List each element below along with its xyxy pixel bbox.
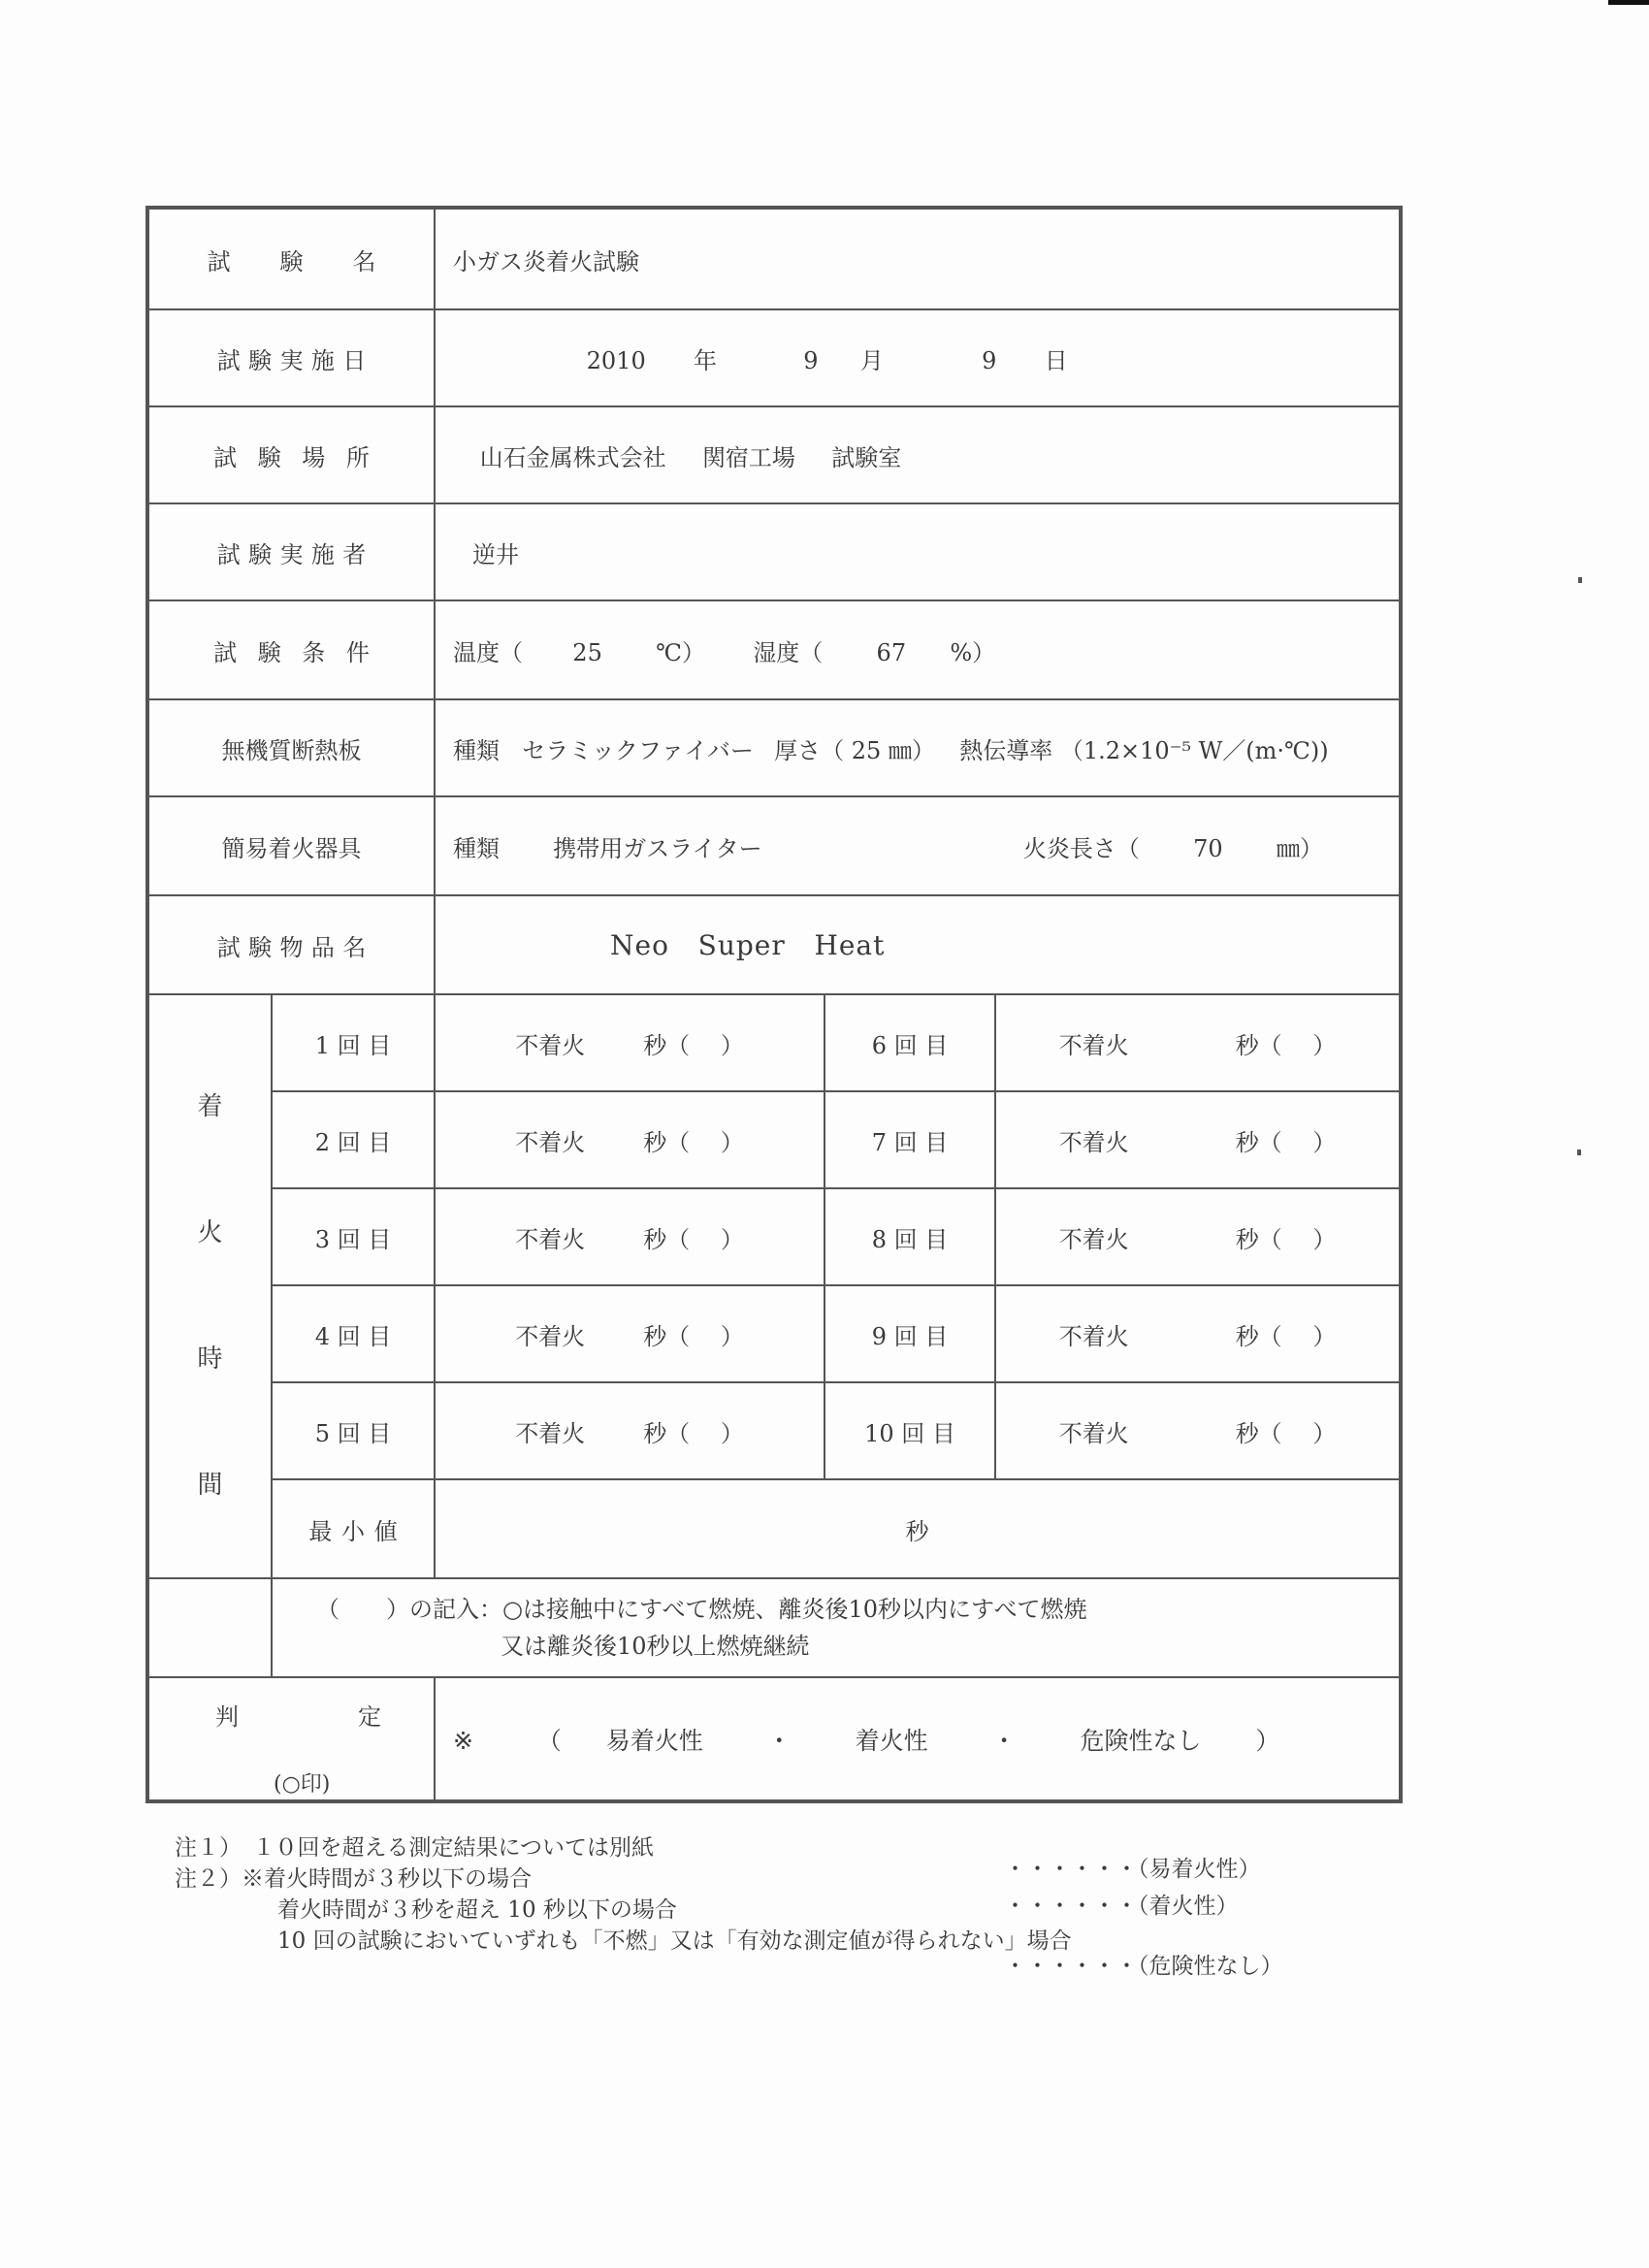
judgement-mark: ※: [453, 1726, 473, 1755]
footnotes: [175, 1831, 1300, 1987]
test-date-month: 9: [803, 346, 819, 374]
note-2-result: ・・・・・・（易着火性）: [1004, 1857, 1261, 1882]
conditions-label: 試験条件: [147, 600, 435, 699]
round-row-2: [147, 1091, 1401, 1188]
form-table: [146, 206, 1403, 1803]
round-label-3: 3 回 目: [272, 1188, 435, 1285]
row-test-name: [147, 208, 1401, 309]
judgement-close: ）: [1255, 1726, 1280, 1755]
igniter-label: 簡易着火器具: [147, 796, 435, 895]
note-5-result: ・・・・・・（危険性なし）: [1004, 1954, 1283, 1979]
test-date-day-unit: 日: [1044, 346, 1068, 374]
insulation-label: 無機質断熱板: [147, 699, 435, 796]
scan-mark: [1608, 0, 1649, 5]
test-place-room: 試験室: [831, 443, 902, 471]
product-label: 試験物品名: [147, 895, 435, 994]
min-value: 秒: [435, 1479, 1401, 1578]
ignition-char-2: 火: [197, 1218, 223, 1247]
round-label-6: 6 回 目: [824, 994, 995, 1091]
ignition-char-3: 時: [197, 1345, 223, 1374]
test-date-year-unit: 年: [694, 346, 718, 374]
test-place-label: 試験場所: [147, 406, 435, 503]
judgement-opt-no-danger: 危険性なし: [1080, 1726, 1202, 1755]
row-product: [147, 895, 1401, 994]
test-place-value: [435, 406, 1401, 503]
test-date-value: [435, 309, 1401, 406]
tester-value: [435, 503, 1401, 600]
ignition-char-4: 間: [197, 1471, 223, 1500]
legend-spacer: [147, 1578, 272, 1677]
note-2: 注２）※着火時間が３秒以下の場合 ・・・・・・（易着火性）: [175, 1863, 1300, 1894]
insulation-conductivity-value: （1.2×10⁻⁵ W／(m·℃)): [1059, 736, 1329, 764]
humidity-label: 湿度（: [753, 638, 824, 666]
insulation-value: [435, 699, 1401, 796]
round-result-1: 不着火 秒（ ）: [435, 994, 824, 1091]
humidity-value: 67: [876, 638, 907, 666]
min-label: 最小値: [272, 1479, 435, 1578]
igniter-flame-value: 70: [1193, 834, 1223, 862]
judgement-opt-ignition: 着火性: [855, 1726, 928, 1755]
round-row-3: [147, 1188, 1401, 1285]
round-label-10: 10 回 目: [824, 1382, 995, 1479]
legend-line-1: （ ）の記入：○は接触中にすべて燃焼、離炎後10秒以内にすべて燃焼: [316, 1596, 1087, 1623]
round-row-4: [147, 1285, 1401, 1382]
insulation-thickness-label: 厚さ（: [774, 736, 845, 764]
insulation-thickness-unit: ㎜）: [888, 736, 935, 764]
note-3: 着火時間が３秒を超え 10 秒以下の場合 ・・・・・・（着火性）: [175, 1894, 1300, 1925]
round-label-1: 1 回 目: [272, 994, 435, 1091]
round-label-9: 9 回 目: [824, 1285, 995, 1382]
test-date-day: 9: [982, 346, 997, 374]
product-value-cell: [435, 895, 1401, 994]
scan-speck: [1577, 1150, 1581, 1155]
igniter-flame-label: 火炎長さ（: [1022, 834, 1140, 862]
igniter-value: [435, 796, 1401, 895]
round-label-8: 8 回 目: [824, 1188, 995, 1285]
row-test-date: [147, 309, 1401, 406]
round-label-7: 7 回 目: [824, 1091, 995, 1188]
note-5: [175, 1956, 1300, 1987]
igniter-type-label: 種類: [453, 834, 501, 862]
insulation-type-value: セラミックファイバー: [522, 736, 754, 764]
tester-name: 逆井: [472, 540, 520, 568]
row-conditions: [147, 600, 1401, 699]
temp-unit: ℃）: [656, 638, 705, 666]
test-place-company: 山石金属株式会社: [479, 443, 666, 471]
round-result-2: 不着火 秒（ ）: [435, 1091, 824, 1188]
round-label-5: 5 回 目: [272, 1382, 435, 1479]
round-result-8: 不着火 秒（ ）: [995, 1188, 1401, 1285]
round-result-5: 不着火 秒（ ）: [435, 1382, 824, 1479]
round-row-5: [147, 1382, 1401, 1479]
row-judgement: [147, 1677, 1401, 1801]
judgement-sep-1: ・: [766, 1726, 792, 1755]
judgement-label-3: (○印): [274, 1772, 331, 1797]
round-result-10: 不着火 秒（ ）: [995, 1382, 1401, 1479]
judgement-opt-easy-ignition: 易着火性: [605, 1726, 703, 1755]
judgement-options: [435, 1677, 1401, 1801]
row-min-value: [147, 1479, 1401, 1578]
round-result-3: 不着火 秒（ ）: [435, 1188, 824, 1285]
igniter-type-value: 携帯用ガスライター: [553, 834, 762, 862]
judgement-label-2: 定: [358, 1703, 381, 1731]
test-name-value: 小ガス炎着火試験: [435, 208, 1401, 309]
humidity-unit: %）: [950, 638, 996, 666]
test-place-factory: 関宿工場: [701, 443, 795, 471]
product-name: Neo Super Heat: [610, 928, 886, 961]
insulation-type-label: 種類: [453, 736, 501, 764]
row-test-place: [147, 406, 1401, 503]
conditions-value: [435, 600, 1401, 699]
row-tester: [147, 503, 1401, 600]
row-legend: [147, 1578, 1401, 1677]
judgement-label-1: 判: [215, 1703, 239, 1731]
test-date-label: 試験実施日: [147, 309, 435, 406]
round-result-7: 不着火 秒（ ）: [995, 1091, 1401, 1188]
legend-line-2: 又は離炎後10秒以上燃焼継続: [501, 1633, 810, 1660]
insulation-conductivity-label: 熱伝導率: [959, 736, 1053, 764]
legend-text: [272, 1578, 1401, 1677]
scan-speck: [1578, 577, 1582, 583]
test-date-year: 2010: [586, 346, 646, 374]
round-row-1: [147, 994, 1401, 1091]
judgement-label: [147, 1677, 435, 1801]
round-result-4: 不着火 秒（ ）: [435, 1285, 824, 1382]
temp-label: 温度（: [453, 638, 524, 666]
row-igniter: [147, 796, 1401, 895]
ignition-group-label: [147, 994, 272, 1578]
ignition-char-1: 着: [197, 1092, 223, 1121]
round-result-9: 不着火 秒（ ）: [995, 1285, 1401, 1382]
note-1: 注１） １０回を超える測定結果については別紙: [175, 1835, 655, 1861]
insulation-thickness-value: 25: [851, 736, 882, 764]
round-label-2: 2 回 目: [272, 1091, 435, 1188]
note-4: 10 回の試験においていずれも「不燃」又は「有効な測定値が得られない」場合: [277, 1928, 1072, 1954]
round-result-6: 不着火 秒（ ）: [995, 994, 1401, 1091]
round-label-4: 4 回 目: [272, 1285, 435, 1382]
note-3-result: ・・・・・・（着火性）: [1004, 1894, 1239, 1919]
test-date-month-unit: 月: [859, 346, 884, 374]
row-insulation: [147, 699, 1401, 796]
tester-label: 試験実施者: [147, 503, 435, 600]
judgement-open: （: [536, 1726, 562, 1755]
temp-value: 25: [572, 638, 602, 666]
test-report-form: [146, 206, 1399, 1816]
test-name-label: 試 験 名: [147, 208, 435, 309]
igniter-flame-unit: ㎜）: [1276, 834, 1323, 862]
judgement-sep-2: ・: [991, 1726, 1017, 1755]
